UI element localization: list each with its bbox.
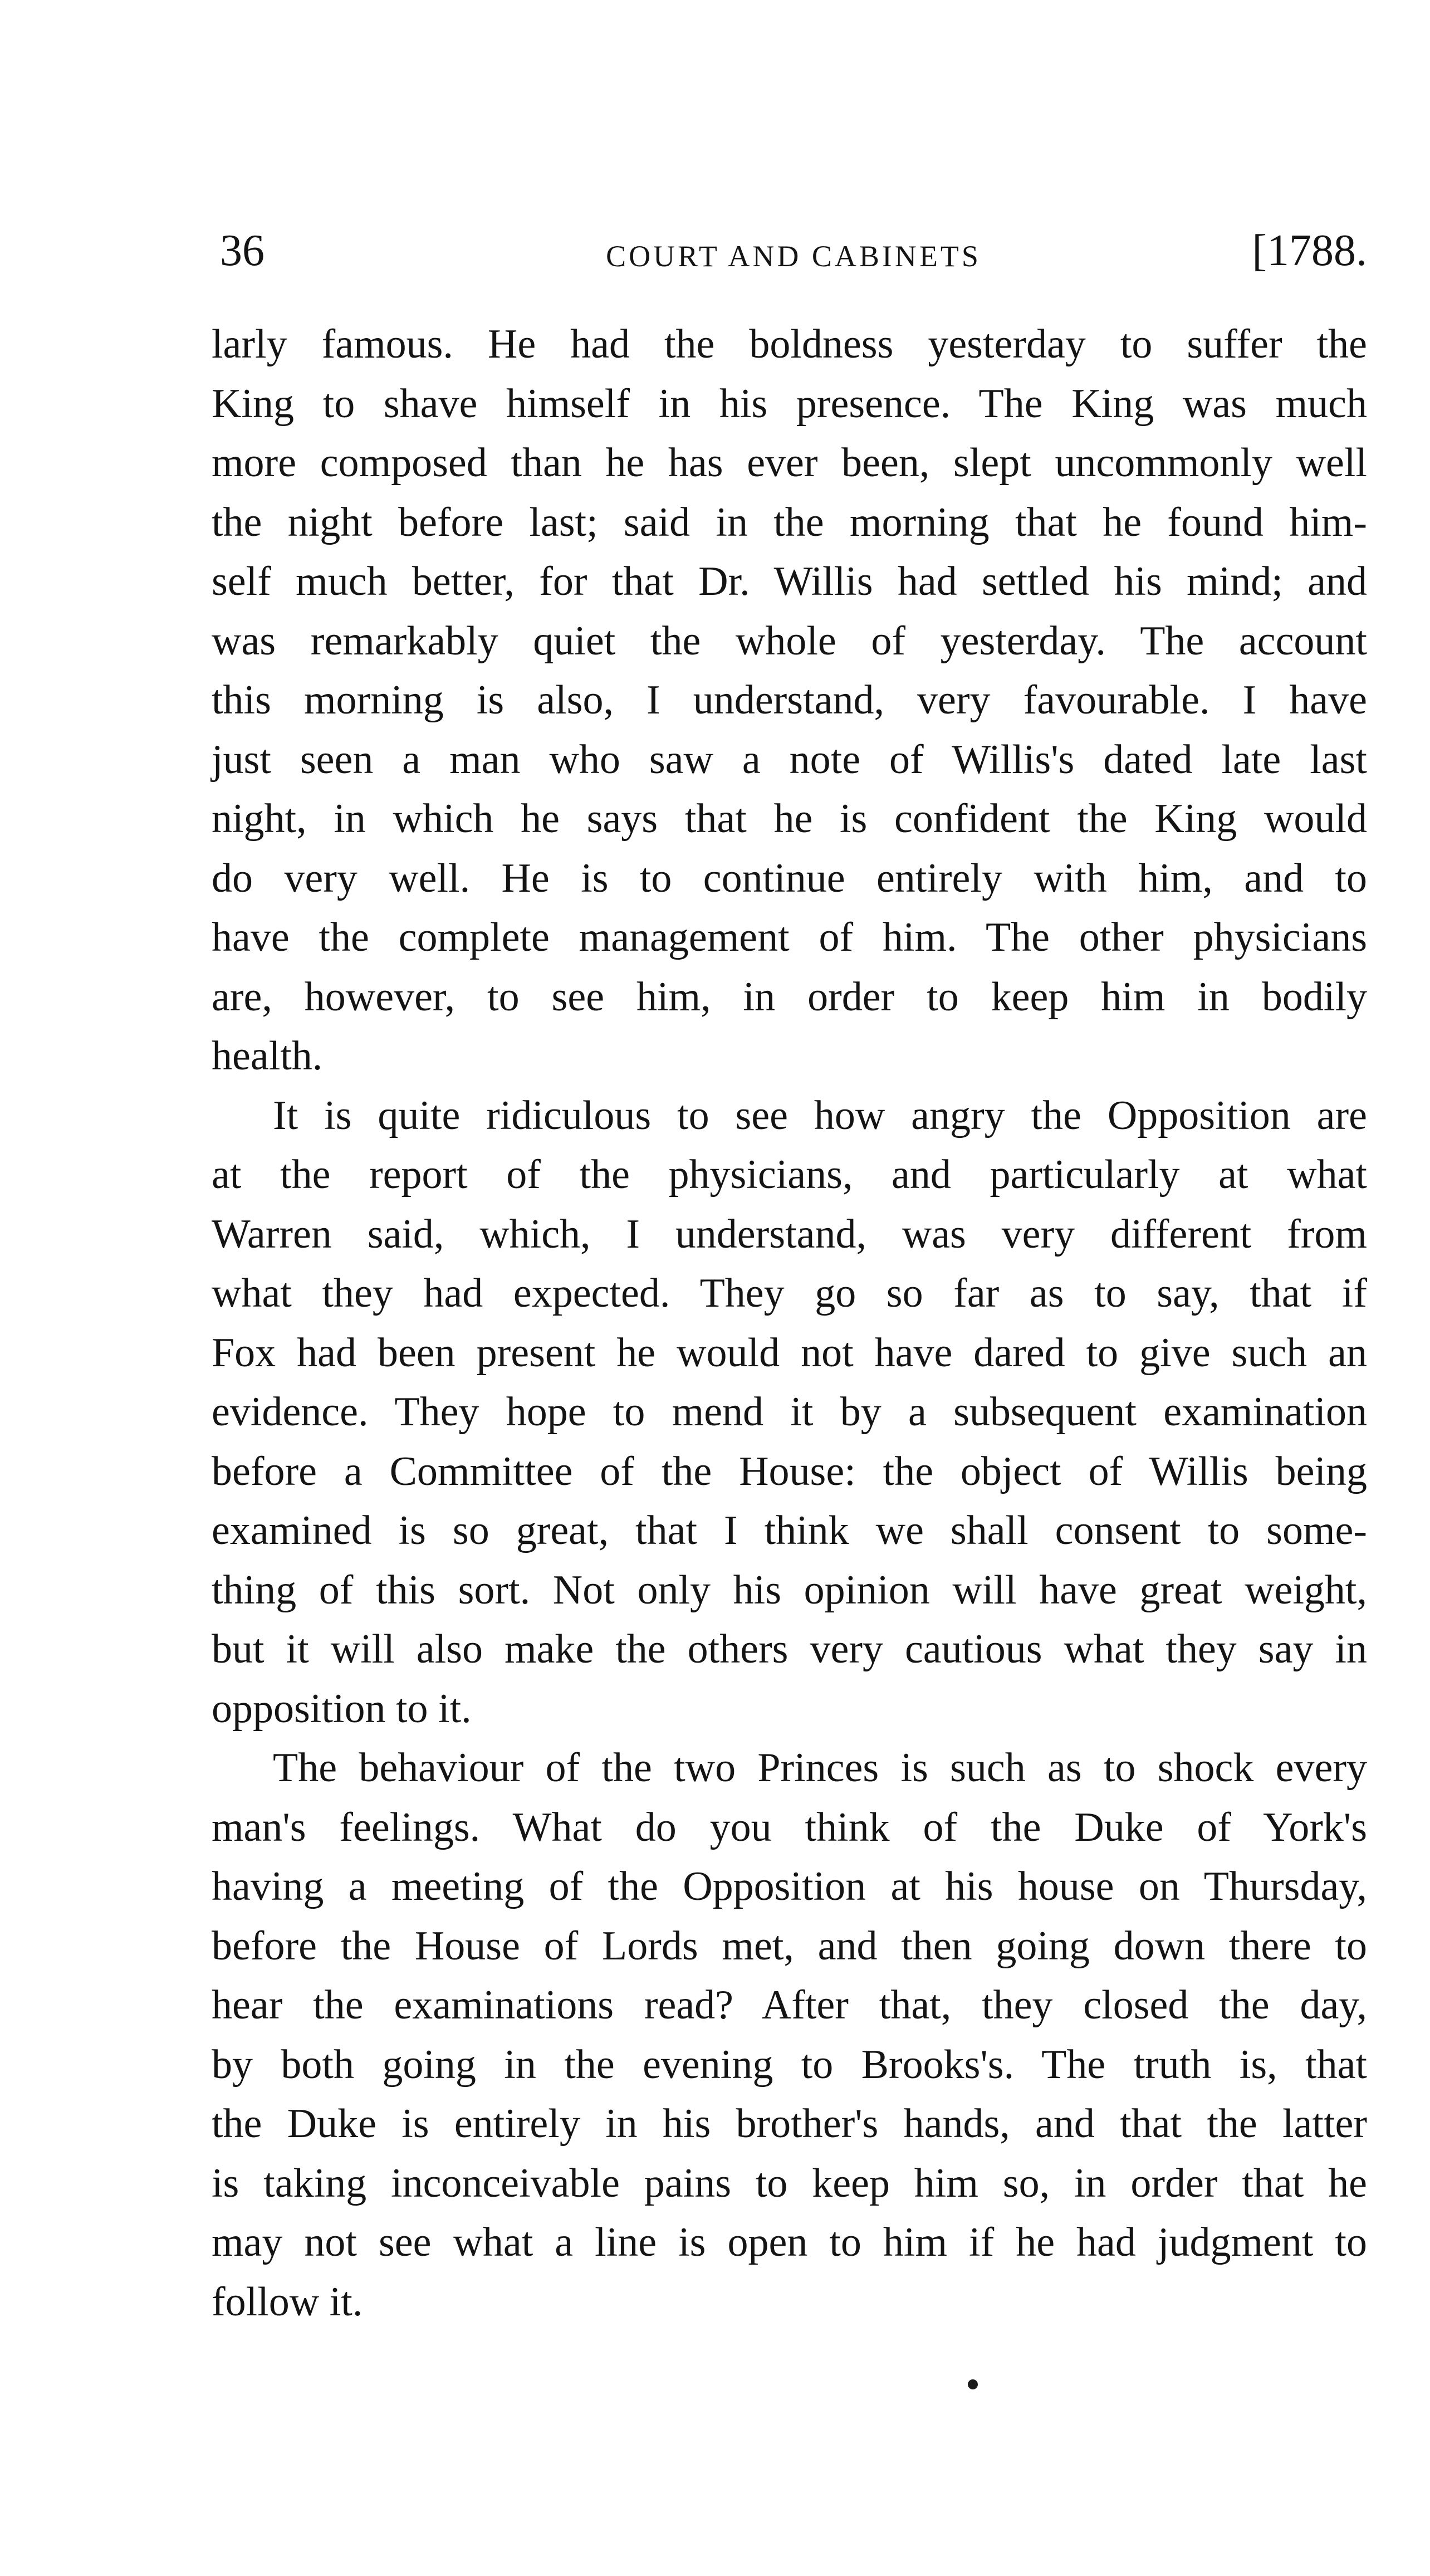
text-line: Warren said, which, I understand, was very different from [212, 1211, 1367, 1257]
text-line: examined is so great, that I think we shall consent to some- [212, 1508, 1367, 1553]
page-header [220, 223, 1367, 290]
year-marker: [1788. [1252, 226, 1367, 275]
text-line: before a Committee of the House: the object of Willis being [212, 1448, 1367, 1494]
text-line: night, in which he says that he is confident the King would [212, 796, 1367, 842]
text-line: at the report of the physicians, and particularly at what [212, 1152, 1367, 1197]
paragraph-2 [212, 1086, 1367, 1739]
text-line: King to shave himself in his presence. The King was much [212, 380, 1367, 427]
text-line: man's feelings. What do you think of the Duke of York's [212, 1804, 1367, 1850]
text-line: having a meeting of the Opposition at his house on Thursday, [212, 1864, 1367, 1909]
text-line: larly famous. He had the boldness yesterday to suffer the [212, 321, 1367, 367]
text-line: by both going in the evening to Brooks's. The truth is, that [212, 2041, 1367, 2088]
text-line: more composed than he has ever been, slept uncommonly well [212, 440, 1367, 486]
text-line: evidence. They hope to mend it by a subsequent examination [212, 1389, 1367, 1435]
text-line: do very well. He is to continue entirely with him, and to [212, 855, 1367, 901]
text-line: but it will also make the others very cautious what they say in [212, 1626, 1367, 1672]
text-line: self much better, for that Dr. Willis had settled his mind; and [212, 559, 1367, 604]
text-line: this morning is also, I understand, very favourable. I have [212, 677, 1367, 723]
text-line: have the complete management of him. The other physicians [212, 915, 1367, 960]
text-line: what they had expected. They go so far as to say, that if [212, 1270, 1367, 1316]
page-number: 36 [220, 226, 265, 275]
text-line: health. [212, 1033, 323, 1079]
text-line: The behaviour of the two Princes is such as to shock every [273, 1745, 1367, 1791]
body-text [212, 315, 1367, 2331]
running-title: COURT AND CABINETS [606, 239, 981, 273]
paragraph-1 [212, 315, 1367, 1086]
text-line: It is quite ridiculous to see how angry the Opposition are [273, 1092, 1367, 1138]
text-line: follow it. [212, 2279, 363, 2325]
text-line: the Duke is entirely in his brother's hands, and that the latter [212, 2101, 1367, 2147]
text-line: may not see what a line is open to him if he had judgment to [212, 2220, 1367, 2265]
text-line: the night before last; said in the morning that he found him- [212, 499, 1367, 545]
text-line: hear the examinations read? After that, they closed the day, [212, 1982, 1367, 2028]
text-line: Fox had been present he would not have dared to give such an [212, 1329, 1367, 1376]
text-line: just seen a man who saw a note of Willis's dated late last [212, 736, 1367, 783]
text-line: are, however, to see him, in order to keep him in bodily [212, 974, 1367, 1020]
paragraph-3 [212, 1738, 1367, 2331]
text-line: thing of this sort. Not only his opinion will have great weight, [212, 1567, 1367, 1613]
ink-dot-mark [968, 2379, 978, 2389]
text-line: was remarkably quiet the whole of yesterday. The account [212, 618, 1367, 664]
text-line: is taking inconceivable pains to keep him so, in order that he [212, 2160, 1367, 2206]
text-line: before the House of Lords met, and then going down there to [212, 1923, 1367, 1969]
text-line: opposition to it. [212, 1685, 472, 1732]
